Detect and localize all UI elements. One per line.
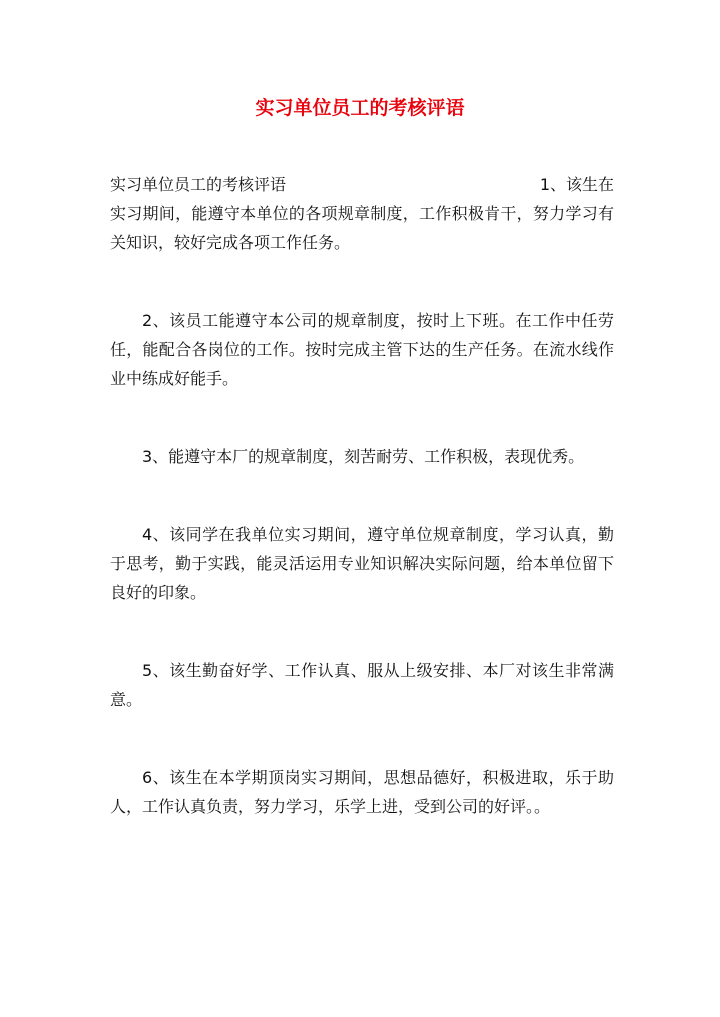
item-1-text: 实习期间，能遵守本单位的各项规章制度，工作积极肯干，努力学习有关知识，较好完成各项工作任务。 — [110, 204, 614, 252]
paragraph-2: 2、该员工能遵守本公司的规章制度，按时上下班。在工作中任劳任，能配合各岗位的工作。按时完成主管下达的生产任务。在流水线作业中练成好能手。 — [110, 311, 614, 388]
intro-heading: 实习单位员工的考核评语 — [110, 175, 287, 194]
item-1-start: 1、该生在 — [539, 175, 614, 194]
paragraph-4: 4、该同学在我单位实习期间，遵守单位规章制度，学习认真，勤于思考，勤于实践，能灵活运用专业知识解决实际问题，给本单位留下良好的印象。 — [110, 525, 614, 602]
document-body — [110, 170, 614, 870]
document-title: 实习单位员工的考核评语 — [255, 97, 465, 119]
paragraph-5: 5、该生勤奋好学、工作认真、服从上级安排、本厂对该生非常满意。 — [110, 661, 614, 709]
paragraph-6: 6、该生在本学期顶岗实习期间，思想品德好，积极进取，乐于助人，工作认真负责，努力学习，乐学上进，受到公司的好评。。 — [110, 768, 614, 816]
paragraph-3: 3、能遵守本厂的规章制度，刻苦耐劳、工作积极，表现优秀。 — [142, 447, 585, 466]
paragraph-1-first-line — [110, 170, 614, 199]
paragraph-1 — [110, 170, 614, 257]
